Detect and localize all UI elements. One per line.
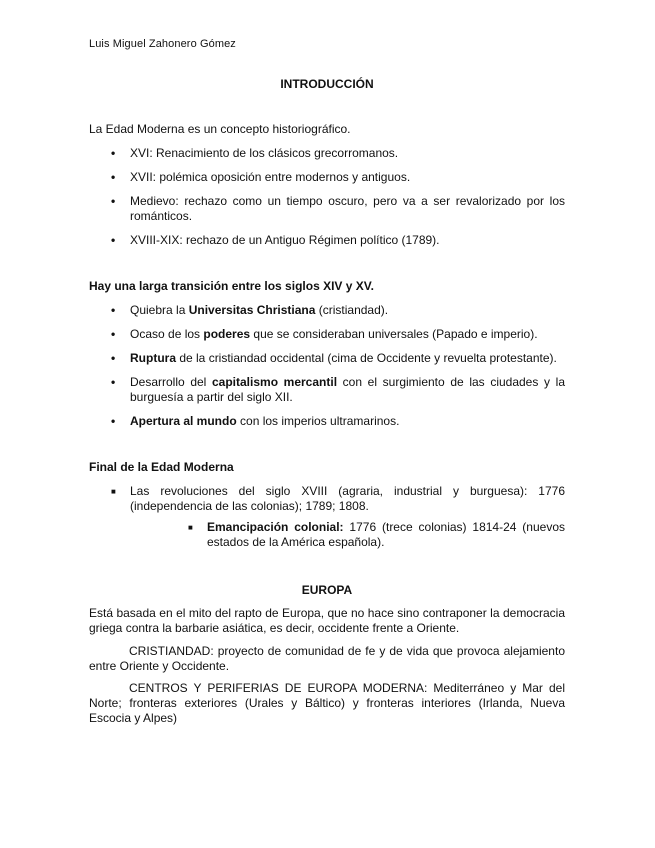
intro-lead: La Edad Moderna es un concepto historiográfico. — [89, 122, 351, 136]
final-list — [89, 484, 565, 514]
europa-paragraph-2: CRISTIANDAD: proyecto de comunidad de fe y de vida que provoca alejamiento entre Oriente y Occidente. — [89, 644, 565, 673]
list-item: • XVIII-XIX: rechazo de un Antiguo Régimen político (1789). — [111, 233, 440, 247]
final-heading: Final de la Edad Moderna — [89, 460, 234, 474]
square-bullet-icon: ■ — [188, 523, 193, 532]
list-item: • Ocaso de los poderes que se consideraban universales (Papado e imperio). — [111, 327, 538, 341]
transition-list — [89, 303, 565, 429]
list-item: • Medievo: rechazo como un tiempo oscuro, pero va a ser revalorizado por los románticos. — [111, 194, 565, 223]
list-item: • Desarrollo del capitalismo mercantil con el surgimiento de las ciudades y la burguesía a partir del siglo XII. — [111, 375, 565, 404]
intro-heading: INTRODUCCIÓN — [280, 77, 374, 91]
europa-paragraph-1: Está basada en el mito del rapto de Europa, que no hace sino contraponer la democracia griega contra la barbarie asiática, es decir, occidente frente a Oriente. — [89, 606, 565, 635]
list-item: • XVI: Renacimiento de los clásicos grecorromanos. — [111, 146, 399, 160]
bullet-icon: • — [111, 351, 116, 365]
list-item: ■ Las revoluciones del siglo XVIII (agraria, industrial y burguesa): 1776 (independencia de las colonias); 1789; 1808. — [111, 484, 565, 513]
bullet-icon: • — [111, 414, 116, 428]
bullet-icon: • — [111, 194, 116, 208]
bullet-icon: • — [111, 233, 116, 247]
europa-paragraph-3: CENTROS Y PERIFERIAS DE EUROPA MODERNA: Mediterráneo y Mar del Norte; fronteras exteriores (Urales y Báltico) y fronteras interiores (Irlanda, Nueva Escocia y Alpes) — [89, 681, 565, 725]
bullet-icon: • — [111, 146, 116, 160]
bullet-icon: • — [111, 327, 116, 341]
list-item: • Apertura al mundo con los imperios ultramarinos. — [111, 414, 400, 428]
list-item: • Quiebra la Universitas Christiana (cristiandad). — [111, 303, 389, 317]
bullet-icon: • — [111, 375, 116, 389]
list-item: • Ruptura de la cristiandad occidental (cima de Occidente y revuelta protestante). — [111, 351, 557, 365]
square-bullet-icon: ■ — [111, 487, 116, 496]
final-sublist — [166, 520, 565, 550]
bullet-icon: • — [111, 303, 116, 317]
list-item: ■ Emancipación colonial: 1776 (trece colonias) 1814-24 (nuevos estados de la América española). — [188, 520, 565, 549]
europa-heading: EUROPA — [301, 583, 353, 597]
list-item: • XVII: polémica oposición entre modernos y antiguos. — [111, 170, 411, 184]
intro-list — [89, 146, 565, 248]
bullet-icon: • — [111, 170, 116, 184]
transition-heading: Hay una larga transición entre los siglos XIV y XV. — [89, 279, 374, 293]
author-name: Luis Miguel Zahonero Gómez — [89, 38, 236, 50]
